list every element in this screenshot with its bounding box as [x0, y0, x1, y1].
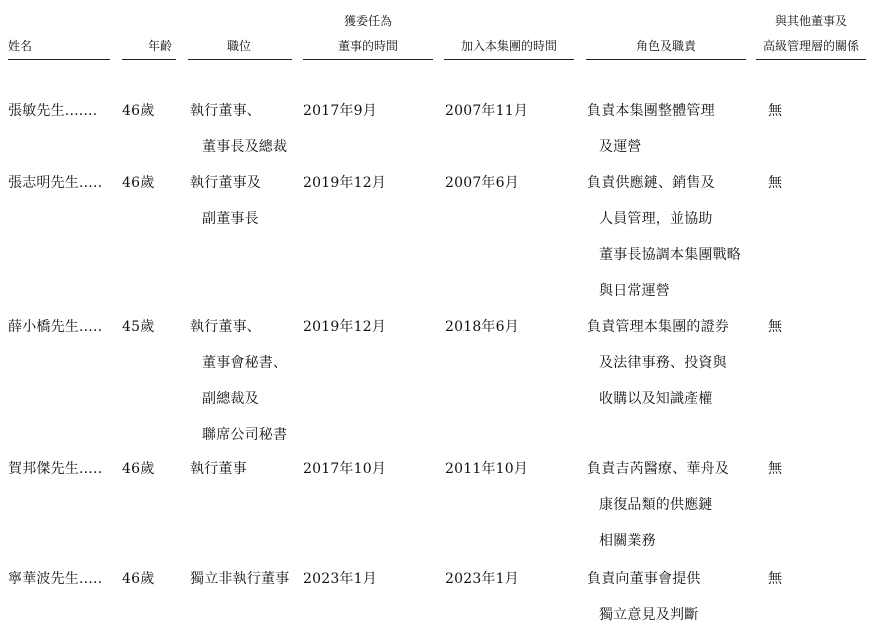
row-3-position-line: 執行董事、 — [190, 319, 261, 335]
row-1-name: 張敏先生....... — [8, 103, 98, 119]
row-4-roles — [587, 451, 729, 559]
row-3-position-line: 董事會秘書、 — [202, 355, 288, 371]
row-3-position-line: 副總裁及 — [202, 391, 259, 407]
row-5-roles-line: 負責向董事會提供 — [587, 571, 701, 587]
row-2-roles-line: 負責供應鏈、銷售及 — [587, 175, 715, 191]
row-2-position-line: 副董事長 — [202, 211, 259, 227]
row-5-appointed: 2023年1月 — [303, 571, 377, 587]
row-4-position-line: 執行董事 — [190, 461, 247, 477]
row-2-position-line: 執行董事及 — [190, 175, 261, 191]
header-appointed-line2: 董事的時間 — [337, 39, 398, 53]
row-3-position-line: 聯席公司秘書 — [202, 427, 288, 443]
row-2-name: 張志明先生..... — [8, 175, 103, 191]
row-5-roles — [587, 561, 701, 633]
row-4-age: 46歲 — [122, 461, 155, 477]
row-1-relation: 無 — [768, 103, 783, 119]
row-3-roles-line: 收購以及知識產權 — [599, 391, 713, 407]
row-4-position — [190, 451, 247, 487]
row-2-roles-line: 人員管理，並協助 — [599, 211, 713, 227]
row-3-age: 45歲 — [122, 319, 155, 335]
row-1-position-line: 董事長及總裁 — [202, 139, 288, 155]
row-5-age: 46歲 — [122, 571, 155, 587]
row-3-roles-line: 負責管理本集團的證券 — [587, 319, 729, 335]
row-3-roles — [587, 309, 729, 417]
row-1-roles-line: 及運營 — [599, 139, 642, 155]
row-1-appointed: 2017年9月 — [303, 103, 377, 119]
row-4-name: 賀邦傑先生..... — [8, 461, 103, 477]
header-rule-joined — [444, 59, 574, 60]
row-5-position-line: 獨立非執行董事 — [190, 571, 290, 587]
header-relation-line1: 與其他董事及 — [774, 14, 847, 28]
row-1-age: 46歲 — [122, 103, 155, 119]
row-1-position — [190, 93, 287, 165]
row-2-position — [190, 165, 261, 237]
header-name: 姓名 — [8, 39, 33, 53]
row-4-roles-line: 相關業務 — [599, 533, 656, 549]
row-1-position-line: 執行董事、 — [190, 103, 261, 119]
row-2-joined: 2007年6月 — [445, 175, 519, 191]
row-3-roles-line: 及法律事務、投資與 — [599, 355, 727, 371]
row-3-name: 薛小橋先生..... — [8, 319, 103, 335]
header-rule-name — [8, 59, 110, 60]
row-4-appointed: 2017年10月 — [303, 461, 387, 477]
row-2-appointed: 2019年12月 — [303, 175, 387, 191]
row-3-position — [190, 309, 287, 453]
header-rule-age — [122, 59, 176, 60]
header-rule-appointed — [303, 59, 433, 60]
header-appointed-line1: 獲委任為 — [343, 14, 392, 28]
header-joined: 加入本集團的時間 — [460, 39, 557, 53]
row-2-age: 46歲 — [122, 175, 155, 191]
row-2-relation: 無 — [768, 175, 783, 191]
row-2-roles-line: 董事長協調本集團戰略 — [599, 247, 741, 263]
row-3-relation: 無 — [768, 319, 783, 335]
row-1-roles — [587, 93, 715, 165]
header-relation-line2: 高級管理層的關係 — [762, 39, 859, 53]
row-3-appointed: 2019年12月 — [303, 319, 387, 335]
row-1-roles-line: 負責本集團整體管理 — [587, 103, 715, 119]
row-5-name: 寧華波先生..... — [8, 571, 103, 587]
row-1-joined: 2007年11月 — [445, 103, 529, 119]
row-2-roles-line: 與日常運營 — [599, 283, 670, 299]
row-3-joined: 2018年6月 — [445, 319, 519, 335]
row-5-position — [190, 561, 289, 597]
header-position: 職位 — [226, 39, 251, 53]
header-roles: 角色及職責 — [635, 39, 696, 53]
header-age: 年齡 — [147, 39, 172, 53]
header-rule-roles — [586, 59, 746, 60]
row-4-roles-line: 負責吉芮醫療、華舟及 — [587, 461, 729, 477]
row-2-roles — [587, 165, 741, 309]
row-5-roles-line: 獨立意見及判斷 — [599, 607, 699, 623]
row-4-roles-line: 康復品類的供應鏈 — [599, 497, 713, 513]
row-5-relation: 無 — [768, 571, 783, 587]
row-5-joined: 2023年1月 — [445, 571, 519, 587]
row-4-relation: 無 — [768, 461, 783, 477]
header-rule-position — [188, 59, 292, 60]
header-rule-relation — [756, 59, 866, 60]
row-4-joined: 2011年10月 — [445, 461, 529, 477]
